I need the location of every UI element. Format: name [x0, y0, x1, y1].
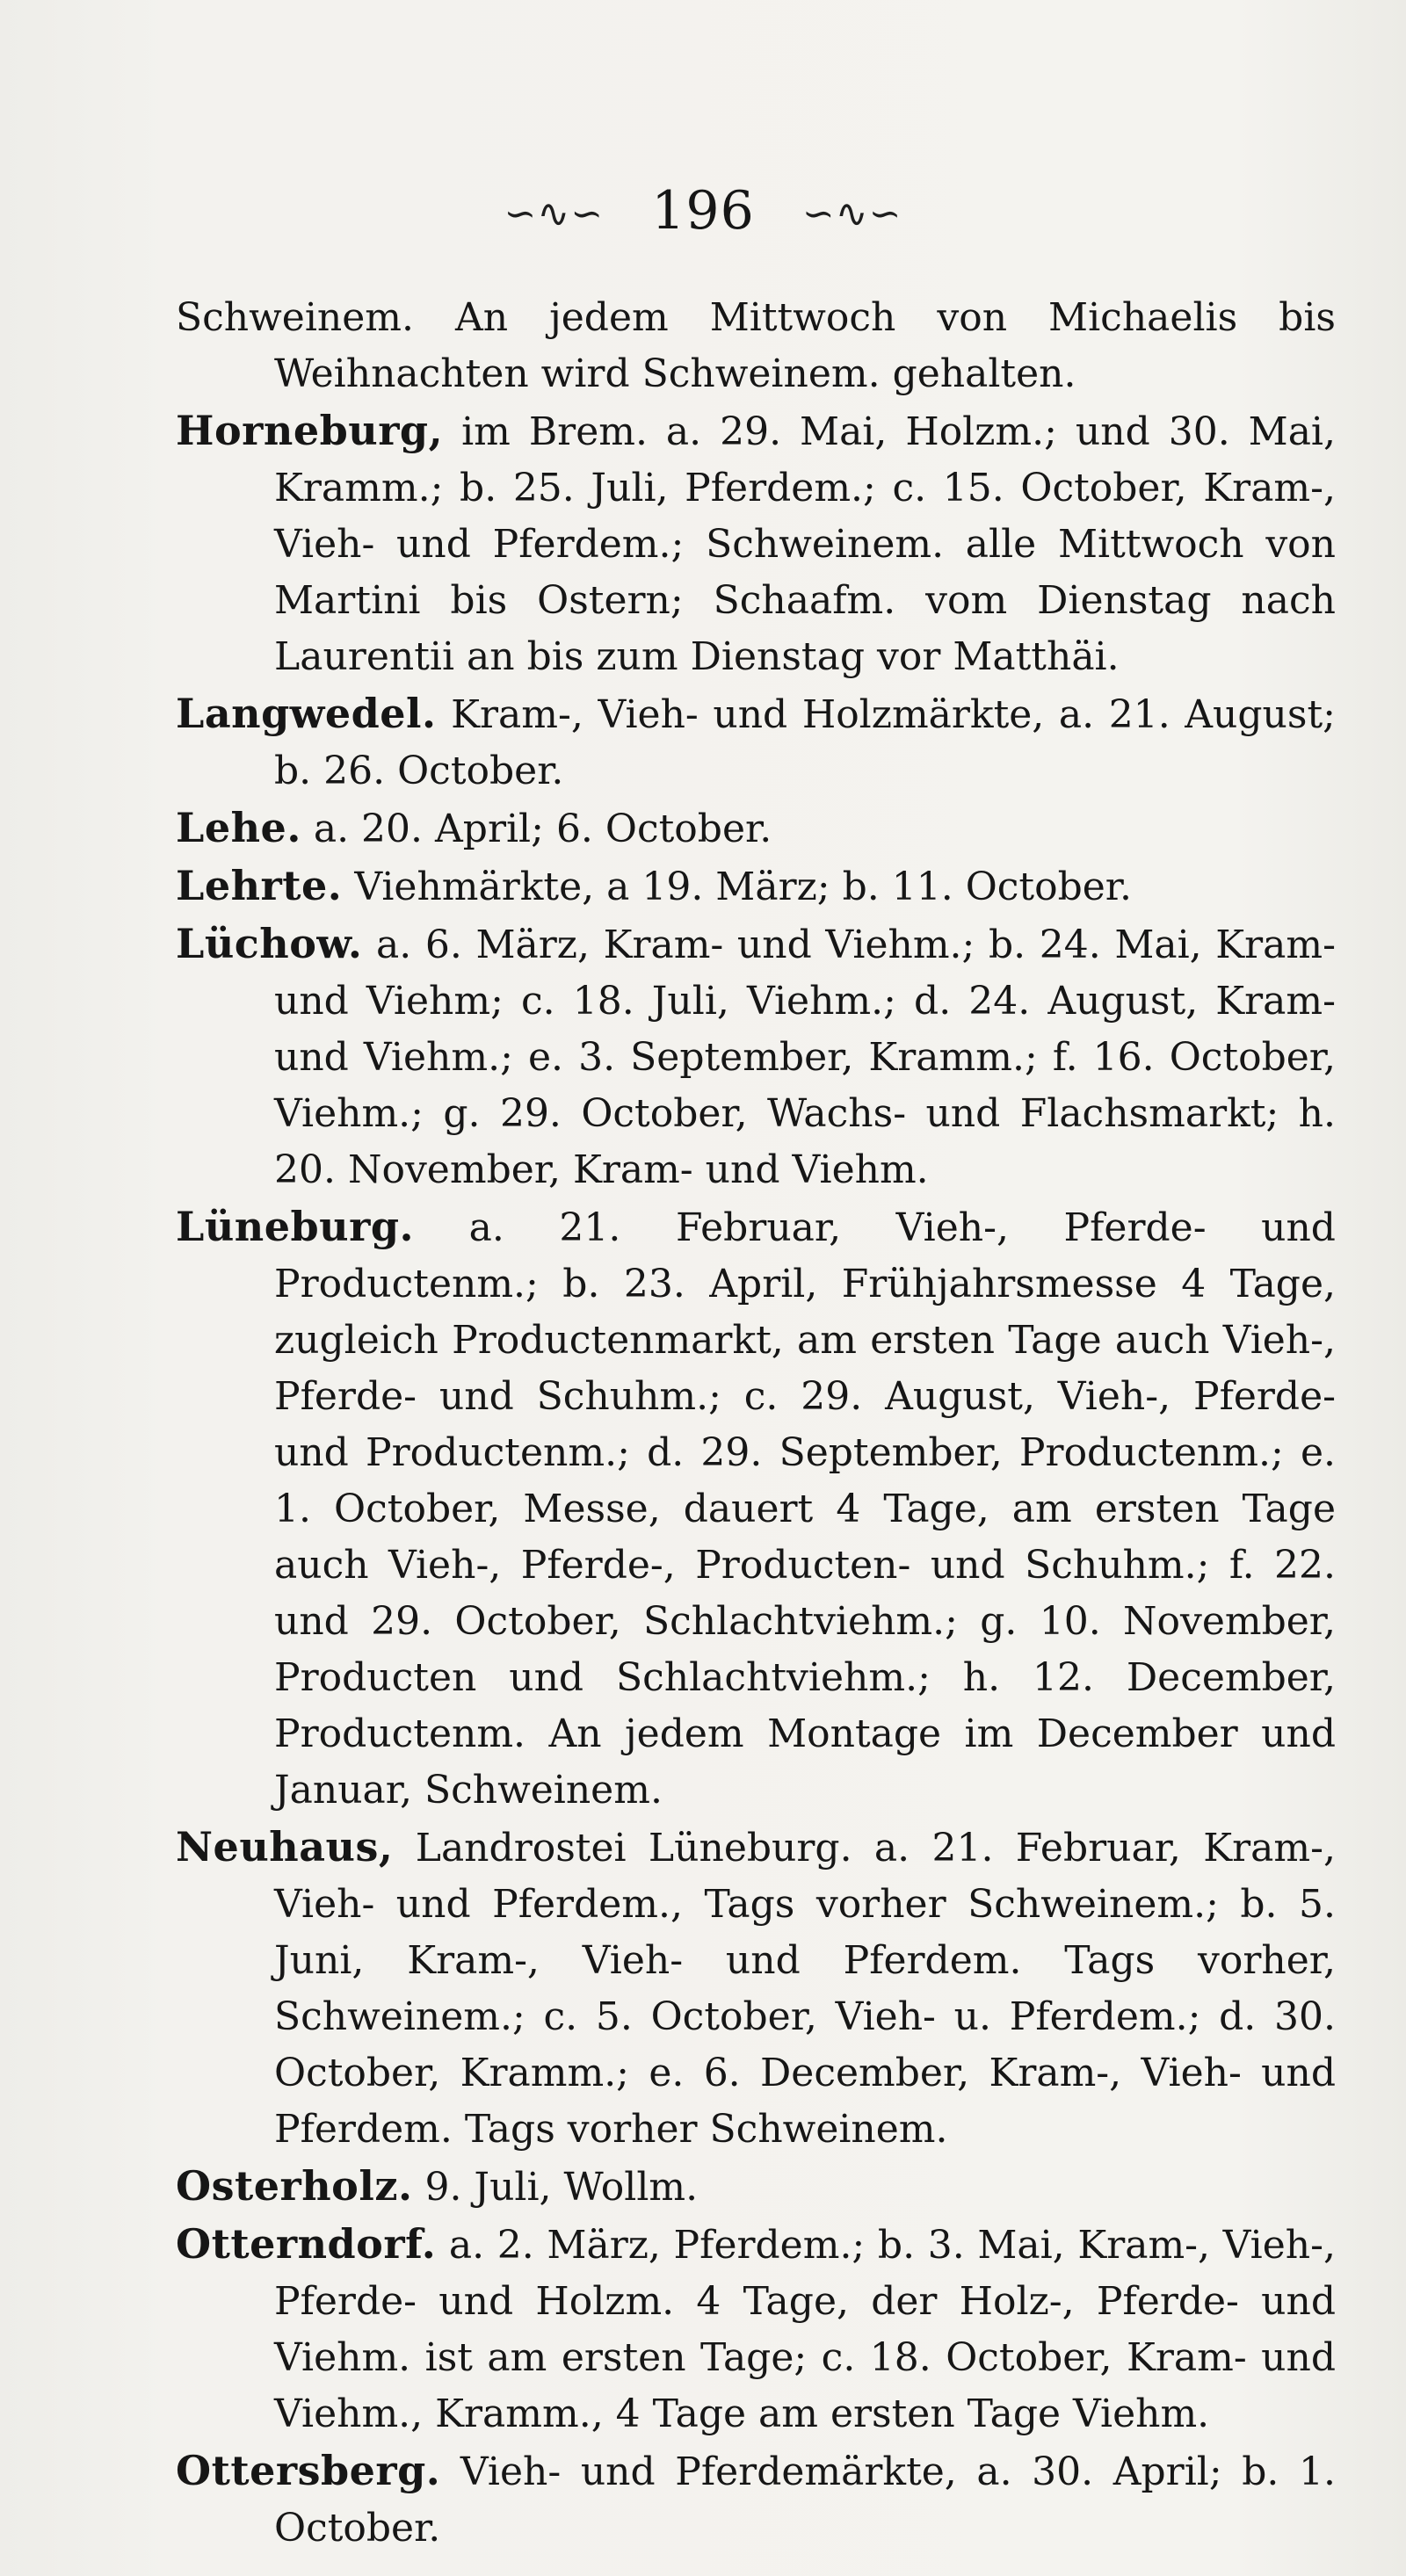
list-item — [176, 1819, 1336, 2158]
list-item — [176, 2442, 1336, 2557]
page-number: 196 — [651, 180, 755, 242]
list-item — [176, 290, 1336, 402]
place-name: Ottersberg. — [176, 2447, 441, 2494]
entry-text: a. 21. Februar, Vieh-, Pferde- und Productenm.; b. 23. April, Frühjahrsmesse 4 Tage, zugleich Productenmarkt, am ersten Tage auch Vieh-, Pferde- und Schuhm.; c. 29. August, Vieh-, Pferde- und Productenm.; d. 29. September, Productenm.; e. 1. October, Messe, dauert 4 Tage, am ersten Tage auch Vieh-, Pferde-, Producten- und Schuhm.; f. 22. und 29. October, Schlachtviehm.; g. 10. November, Producten und Schlachtviehm.; h. 12. December, Productenm. An jedem Montage im December und Januar, Schweinem. — [274, 1205, 1336, 1813]
place-name: Lüneburg. — [176, 1203, 415, 1250]
market-list — [176, 290, 1336, 2557]
entry-text: 9. Juli, Wollm. — [424, 2165, 699, 2210]
place-name: Lehe. — [176, 804, 301, 851]
place-name: Lüchow. — [176, 920, 363, 967]
entry-text: Viehmärkte, a 19. März; b. 11. October. — [354, 865, 1132, 909]
place-name: Osterholz. — [176, 2162, 413, 2210]
entry-text: Kram-, Vieh- und Holzmärkte, a. 21. August; b. 26. October. — [274, 692, 1336, 793]
place-name: Neuhaus, — [176, 1823, 394, 1870]
list-item — [176, 2216, 1336, 2442]
entry-text: a. 20. April; 6. October. — [313, 807, 772, 851]
list-item — [176, 402, 1336, 685]
list-item — [176, 800, 1336, 857]
page-header — [0, 180, 1406, 245]
list-item — [176, 1198, 1336, 1819]
left-ornament-icon: ∽∿∽ — [504, 192, 605, 237]
right-ornament-icon: ∽∿∽ — [801, 192, 902, 237]
entry-text: Landrostei Lüneburg. a. 21. Februar, Kram-, Vieh- und Pferdem., Tags vorher Schweinem.; b. 5. Juni, Kram-, Vieh- und Pferdem. Tags vorher, Schweinem.; c. 5. October, Vieh- u. Pferdem.; d. 30. October, Kramm.; e. 6. December, Kram-, Vieh- und Pferdem. Tags vorher Schweinem. — [274, 1826, 1336, 2152]
place-name: Otterndorf. — [176, 2220, 437, 2268]
place-name: Horneburg, — [176, 407, 444, 454]
place-name: Lehrte. — [176, 862, 343, 909]
list-item — [176, 685, 1336, 800]
list-item — [176, 857, 1336, 915]
entry-text: im Brem. a. 29. Mai, Holzm.; und 30. Mai, Kramm.; b. 25. Juli, Pferdem.; c. 15. October, Kram-, Vieh- und Pferdem.; Schweinem. alle Mittwoch von Martini bis Ostern; Schaafm. vom Dienstag nach Laurentii an bis zum Dienstag vor Matthäi. — [274, 409, 1336, 679]
entry-text: a. 6. März, Kram- und Viehm.; b. 24. Mai, Kram- und Viehm; c. 18. Juli, Viehm.; d. 24. August, Kram- und Viehm.; e. 3. September, Kramm.; f. 16. October, Viehm.; g. 29. October, Wachs- und Flachsmarkt; h. 20. November, Kram- und Viehm. — [274, 923, 1336, 1192]
list-item — [176, 2158, 1336, 2216]
place-name: Langwedel. — [176, 690, 437, 737]
entry-text: a. 2. März, Pferdem.; b. 3. Mai, Kram-, Vieh-, Pferde- und Holzm. 4 Tage, der Holz-, Pferde- und Viehm. ist am ersten Tage; c. 18. October, Kram- und Viehm., Kramm., 4 Tage am ersten Tage Viehm. — [274, 2223, 1336, 2436]
entry-text: Vieh- und Pferdemärkte, a. 30. April; b. 1. October. — [274, 2449, 1336, 2551]
list-item — [176, 915, 1336, 1198]
entry-text: Schweinem. An jedem Mittwoch von Michaelis bis Weihnachten wird Schweinem. gehalten. — [176, 295, 1336, 396]
